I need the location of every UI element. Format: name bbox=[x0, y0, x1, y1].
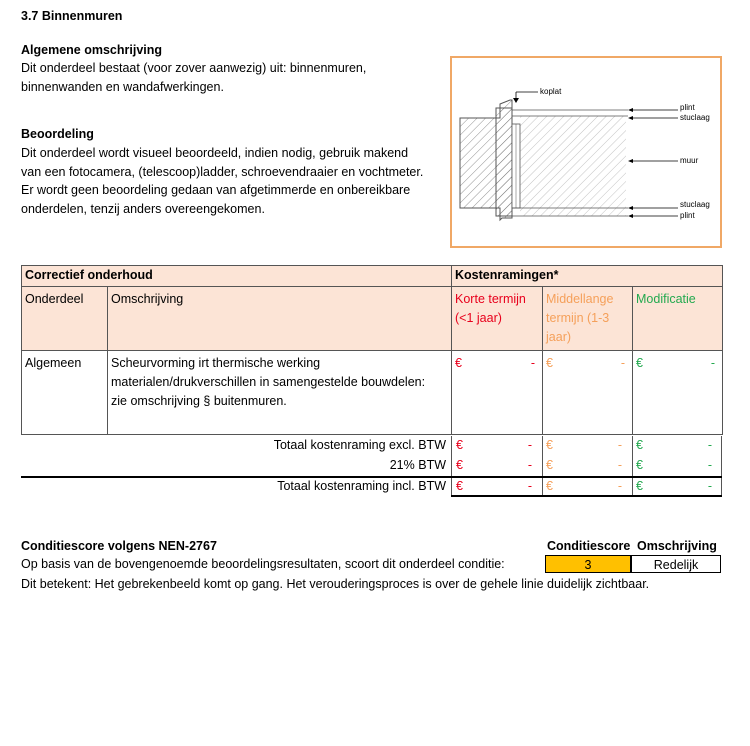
cost-value: - bbox=[707, 438, 712, 452]
col-middellange-termijn bbox=[543, 287, 633, 351]
col-onderdeel: Onderdeel bbox=[22, 287, 108, 351]
cost-value: - bbox=[527, 479, 532, 493]
row-korte-cost bbox=[452, 351, 543, 435]
condition-score: 3 bbox=[545, 555, 631, 573]
row-middel-cost bbox=[543, 351, 633, 435]
col-middel-line: Middellange bbox=[546, 292, 614, 306]
cost-value: - bbox=[617, 438, 622, 452]
currency-symbol: € bbox=[455, 356, 462, 370]
general-heading: Algemene omschrijving bbox=[21, 43, 163, 57]
score-header: Conditiescore bbox=[547, 539, 631, 553]
cost-value: - bbox=[527, 458, 532, 472]
general-line: Dit onderdeel bestaat (voor zover aanwezig) uit: binnenmuren, bbox=[21, 61, 367, 75]
label-koplat: koplat bbox=[540, 87, 562, 96]
col-korte-termijn bbox=[452, 287, 543, 351]
currency-symbol: € bbox=[456, 458, 463, 472]
assessment-heading: Beoordeling bbox=[21, 127, 94, 141]
col-middel-line: termijn (1-3 bbox=[546, 311, 610, 325]
row-omschrijving bbox=[108, 351, 452, 435]
condition-omschrijving: Redelijk bbox=[631, 555, 721, 573]
col-modificatie: Modificatie bbox=[633, 287, 723, 351]
total-incl-label: Totaal kostenraming incl. BTW bbox=[277, 479, 446, 493]
general-line: binnenwanden en wandafwerkingen. bbox=[21, 79, 224, 94]
currency-symbol: € bbox=[546, 356, 553, 370]
cost-value: - bbox=[617, 479, 622, 493]
cost-value: - bbox=[530, 356, 536, 370]
assessment-line: onderdelen, tenzij anders overeengekomen. bbox=[21, 201, 265, 216]
label-stuclaag-top: stuclaag bbox=[680, 113, 710, 122]
wall-section-drawing bbox=[452, 58, 720, 246]
cost-value: - bbox=[617, 458, 622, 472]
table-row bbox=[22, 351, 723, 435]
totals-block bbox=[21, 436, 722, 496]
row-modificatie-cost bbox=[633, 351, 723, 435]
total-incl-row bbox=[21, 477, 722, 497]
row-omschrijving-line: Scheurvorming irt thermische werking bbox=[111, 356, 321, 370]
currency-symbol: € bbox=[546, 438, 553, 452]
btw-row bbox=[21, 456, 722, 476]
currency-symbol: € bbox=[546, 458, 553, 472]
col-korte-line: (<1 jaar) bbox=[455, 311, 502, 325]
col-omschrijving: Omschrijving bbox=[108, 287, 452, 351]
currency-symbol: € bbox=[546, 479, 553, 493]
cost-value: - bbox=[707, 458, 712, 472]
header-kostenramingen: Kostenramingen* bbox=[452, 266, 723, 287]
condition-heading: Conditiescore volgens NEN-2767 bbox=[21, 539, 217, 553]
cost-value: - bbox=[710, 356, 716, 370]
cost-value: - bbox=[707, 479, 712, 493]
col-korte-line: Korte termijn bbox=[455, 292, 526, 306]
currency-symbol: € bbox=[456, 438, 463, 452]
currency-symbol: € bbox=[636, 458, 643, 472]
wall-section-diagram bbox=[450, 56, 722, 248]
total-excl-row bbox=[21, 436, 722, 456]
cost-value: - bbox=[620, 356, 626, 370]
assessment-line: van een fotocamera, (telescoop)ladder, schroevendraaier en vochtmeter. bbox=[21, 164, 424, 179]
row-onderdeel: Algemeen bbox=[22, 351, 108, 435]
btw-label: 21% BTW bbox=[389, 458, 446, 472]
assessment-text bbox=[21, 144, 423, 218]
label-muur: muur bbox=[680, 156, 699, 165]
omschrijving-header: Omschrijving bbox=[637, 539, 717, 553]
general-text bbox=[21, 59, 366, 96]
total-excl-label: Totaal kostenraming excl. BTW bbox=[273, 438, 446, 452]
header-correctief: Correctief onderhoud bbox=[22, 266, 452, 287]
assessment-line: Er wordt geen beoordeling gedaan van afgetimmerde en onbereikbare bbox=[21, 183, 411, 197]
cost-value: - bbox=[527, 438, 532, 452]
row-omschrijving-line: zie omschrijving § buitenmuren. bbox=[111, 394, 287, 408]
label-plint-top: plint bbox=[680, 103, 695, 112]
currency-symbol: € bbox=[456, 479, 463, 493]
col-middel-line: jaar) bbox=[546, 330, 572, 344]
label-plint-bottom: plint bbox=[680, 211, 695, 220]
currency-symbol: € bbox=[636, 479, 643, 493]
label-stuclaag-bottom: stuclaag bbox=[680, 200, 710, 209]
row-omschrijving-line: materialen/drukverschillen in samengestelde bouwdelen: bbox=[111, 375, 426, 389]
assessment-line: Dit onderdeel wordt visueel beoordeeld, indien nodig, gebruik makend bbox=[21, 146, 409, 160]
currency-symbol: € bbox=[636, 438, 643, 452]
condition-meaning: Dit betekent: Het gebrekenbeeld komt op gang. Het verouderingsproces is over de gehele linie duidelijk zichtbaar. bbox=[21, 577, 650, 591]
cost-table bbox=[21, 265, 723, 435]
currency-symbol: € bbox=[636, 356, 643, 370]
condition-text: Op basis van de bovengenoemde beoordelingsresultaten, scoort dit onderdeel conditie: bbox=[21, 557, 505, 571]
section-title: 3.7 Binnenmuren bbox=[21, 9, 123, 23]
